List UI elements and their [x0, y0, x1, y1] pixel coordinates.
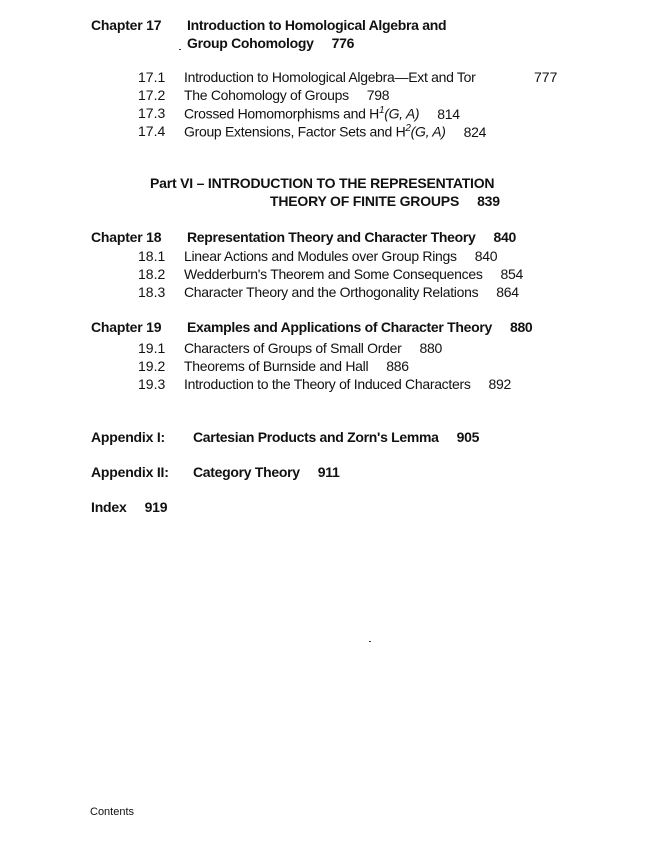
appendix-2-title-text: Category Theory: [193, 464, 300, 480]
section-17-2-title: [184, 87, 389, 103]
section-17-1-number: 17.1: [138, 69, 166, 85]
part-6-page: 839: [477, 193, 500, 209]
section-18-2-page: 854: [500, 266, 523, 282]
index-page: 919: [144, 499, 168, 515]
section-17-2-page: 798: [366, 87, 390, 103]
index-label: Index: [91, 499, 127, 515]
section-19-2-page: 886: [386, 358, 409, 374]
section-17-4-number: 17.4: [138, 123, 166, 139]
part-6-heading-line1: Part VI – INTRODUCTION TO THE REPRESENTATION: [150, 175, 495, 191]
section-17-3-page: 814: [437, 105, 460, 122]
section-18-1-title-text: Linear Actions and Modules over Group Rings: [184, 248, 457, 264]
chapter-19-label: Chapter 19: [91, 319, 162, 335]
section-17-1-title: Introduction to Homological Algebra—Ext and Tor: [184, 69, 476, 85]
part-6-heading-line2-text: THEORY OF FINITE GROUPS: [270, 193, 460, 209]
section-18-1-page: 840: [474, 248, 498, 264]
section-19-2-title: [184, 358, 409, 374]
section-19-3-number: 19.3: [138, 376, 166, 392]
section-19-2-title-text: Theorems of Burnside and Hall: [184, 358, 369, 374]
part-6-heading-line2: [270, 193, 500, 209]
section-18-3-number: 18.3: [138, 284, 166, 300]
section-17-4-superscript: 2: [405, 123, 411, 134]
chapter-18-title-text: Representation Theory and Character Theory: [187, 229, 476, 245]
appendix-1-page: 905: [456, 429, 480, 445]
section-17-3-title: [184, 105, 460, 122]
section-17-3-title-args: (G, A): [384, 105, 420, 122]
section-19-1-page: 880: [419, 340, 442, 356]
page-footer: Contents: [90, 806, 135, 818]
section-17-4-title-args: (G, A): [410, 123, 446, 140]
section-17-1-page: 777: [534, 69, 558, 85]
appendix-1-label: Appendix I:: [91, 429, 166, 445]
chapter-18-label: Chapter 18: [91, 229, 162, 245]
section-18-2-title: [184, 266, 523, 282]
section-17-4-title-text: Group Extensions, Factor Sets and H: [184, 123, 406, 140]
section-19-1-title-text: Characters of Groups of Small Order: [184, 340, 402, 356]
section-17-4-title: [184, 123, 486, 140]
appendix-1-title: [193, 429, 479, 445]
section-18-1-title: [184, 248, 497, 264]
section-19-2-number: 19.2: [138, 358, 166, 374]
section-17-2-title-text: The Cohomology of Groups: [184, 87, 349, 103]
section-17-3-title-text: Crossed Homomorphisms and H: [184, 105, 379, 122]
chapter-17-title-line1: Introduction to Homological Algebra and: [187, 17, 447, 33]
scan-speck: [369, 641, 371, 642]
scan-speck: [179, 49, 181, 50]
index-entry: [91, 499, 167, 515]
appendix-2-label: Appendix II:: [91, 464, 169, 480]
chapter-19-title: [187, 319, 532, 335]
appendix-2-title: [193, 464, 339, 480]
section-19-3-page: 892: [488, 376, 511, 392]
section-17-2-number: 17.2: [138, 87, 166, 103]
chapter-17-page: 776: [331, 35, 355, 51]
section-18-3-page: 864: [496, 284, 519, 300]
section-18-2-number: 18.2: [138, 266, 166, 282]
section-19-1-number: 19.1: [138, 340, 166, 356]
section-17-3-superscript: 1: [378, 105, 385, 116]
section-18-3-title: [184, 284, 519, 300]
chapter-17-title-line2: [187, 35, 354, 51]
appendix-2-page: 911: [317, 464, 340, 480]
chapter-17-title-line2-text: Group Cohomology: [187, 35, 314, 51]
chapter-18-page: 840: [493, 229, 516, 245]
section-18-1-number: 18.1: [138, 248, 166, 264]
section-18-3-title-text: Character Theory and the Orthogonality Relations: [184, 284, 479, 300]
chapter-19-title-text: Examples and Applications of Character Theory: [187, 319, 492, 335]
chapter-19-page: 880: [509, 319, 533, 335]
appendix-1-title-text: Cartesian Products and Zorn's Lemma: [193, 429, 439, 445]
section-19-3-title: [184, 376, 511, 392]
section-18-2-title-text: Wedderburn's Theorem and Some Consequences: [184, 266, 483, 282]
chapter-18-title: [187, 229, 516, 245]
section-19-1-title: [184, 340, 442, 356]
chapter-17-label: Chapter 17: [91, 17, 162, 33]
section-17-4-page: 824: [463, 123, 487, 140]
section-17-3-number: 17.3: [138, 105, 166, 121]
section-19-3-title-text: Introduction to the Theory of Induced Characters: [184, 376, 471, 392]
